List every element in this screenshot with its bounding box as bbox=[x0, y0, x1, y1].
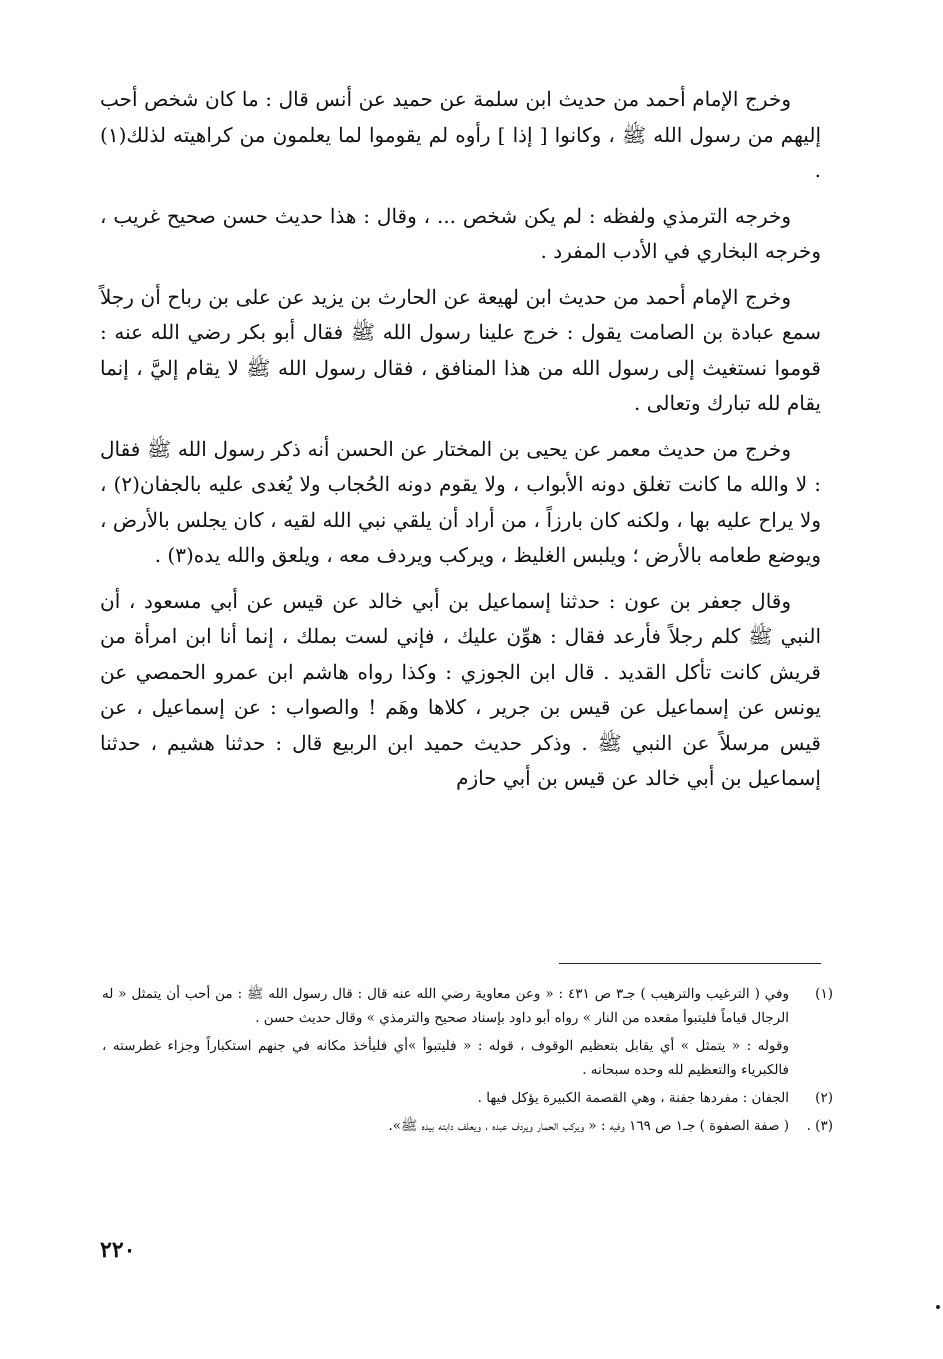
footnote-3 bbox=[102, 1114, 833, 1138]
footnote-2 bbox=[102, 1086, 833, 1114]
paragraph-4: وخرج من حديث معمر عن يحيى بن المختار عن الحسن أنه ذكر رسول الله ﷺ فقال : لا والله ما كانت تغلق دونه الأبواب ، ولا يقوم دونه الحُجاب ولا يُغدى عليه بالجفان(٢) ، ولا يراح عليه بها ، ولكنه كان بارزاً ، من أراد أن يلقي نبي الله لقيه ، كان يجلس بالأرض ، ويوضع طعامه بالأرض ؛ ويلبس الغليظ ، ويركب ويردف معه ، ويلعق والله يده(٣) . bbox=[100, 436, 821, 567]
footnote-text: وفي ( الترغيب والترهيب ) جـ٣ ص ٤٣١ : « وعن معاوية رضي الله عنه قال : قال رسول الله ﷺ : من أحب أن يتمثل « له الرجال قياماً فليتبوأ مقعده من النار » رواه أبو داود بإسناد صحيح والترمذي » وقال حديث حسن . bbox=[102, 986, 790, 1026]
scan-mark bbox=[936, 1305, 940, 1309]
footnote-separator bbox=[559, 963, 821, 964]
paragraph-5: وقال جعفر بن عون : حدثنا إسماعيل بن أبي خالد عن قيس عن أبي مسعود ، أن النبي ﷺ كلم رجلاً فأرعد فقال : هوِّن عليك ، فإني لست بملك ، إنما أنا ابن امرأة من قريش كانت تأكل القديد . قال ابن الجوزي : وكذا رواه هاشم ابن عمرو الحمصي عن يونس عن إسماعيل عن قيس بن جرير ، كلاها وهَم ! والصواب : عن إسماعيل ، عن قيس مرسلاً عن النبي ﷺ . وذكر حديث حميد ابن الربيع قال : حدثنا هشيم ، حدثنا إسماعيل بن أبي خالد عن قيس بن أبي حازم bbox=[100, 588, 821, 790]
footnotes bbox=[102, 982, 833, 1138]
footnote-1 bbox=[102, 982, 833, 1086]
paragraph-3: وخرج الإمام أحمد من حديث ابن لهيعة عن الحارث بن يزيد عن على بن رباح أن رجلاً سمع عبادة بن الصامت يقول : خرج علينا رسول الله ﷺ فقال أبو بكر رضي الله عنه : قوموا نستغيث إلى رسول الله من هذا المنافق ، فقال رسول الله ﷺ لا يقام إليَّ ، إنما يقام لله تبارك وتعالى . bbox=[100, 284, 821, 415]
paragraph-2: وخرجه الترمذي ولفظه : لم يكن شخص ... ، وقال : هذا حديث حسن صحيح غريب ، وخرجه البخاري في الأدب المفرد . bbox=[100, 203, 821, 263]
footnote-text: الجفان : مفردها جفنة ، وهي القصمة الكبيرة يؤكل فيها . bbox=[477, 1090, 789, 1106]
paragraph-1: وخرج الإمام أحمد من حديث ابن سلمة عن حميد عن أنس قال : ما كان شخص أحب إليهم من رسول الله ﷺ ، وكانوا [ إذا ] رأوه لم يقوموا لما يعلمون من كراهيته لذلك(١) . bbox=[100, 87, 821, 182]
footnote-number: (٢) bbox=[815, 1090, 833, 1106]
footnote-number: (١) bbox=[815, 986, 833, 1002]
footnote-text: ( صفة الصفوة ) جـ١ ص ١٦٩ وفيه : « ويركب الحمار ويردف عبده ، ويعلف دابته بيده ﷺ». bbox=[388, 1118, 789, 1134]
footnote-text: وقوله : « يتمثل » أي يقابل بتعظيم الوقوف ، قوله : « فليتبوأ »أي فليأخذ مكانه في جنهم استكباراً وجزاء غطرسته ، فالكبرياء والتعظيم لله وحده سبحانه . bbox=[102, 1038, 789, 1078]
footnote-number: (٣) . bbox=[806, 1118, 833, 1134]
main-text bbox=[100, 82, 821, 807]
page-number: ٢٢٠ bbox=[100, 1237, 136, 1263]
